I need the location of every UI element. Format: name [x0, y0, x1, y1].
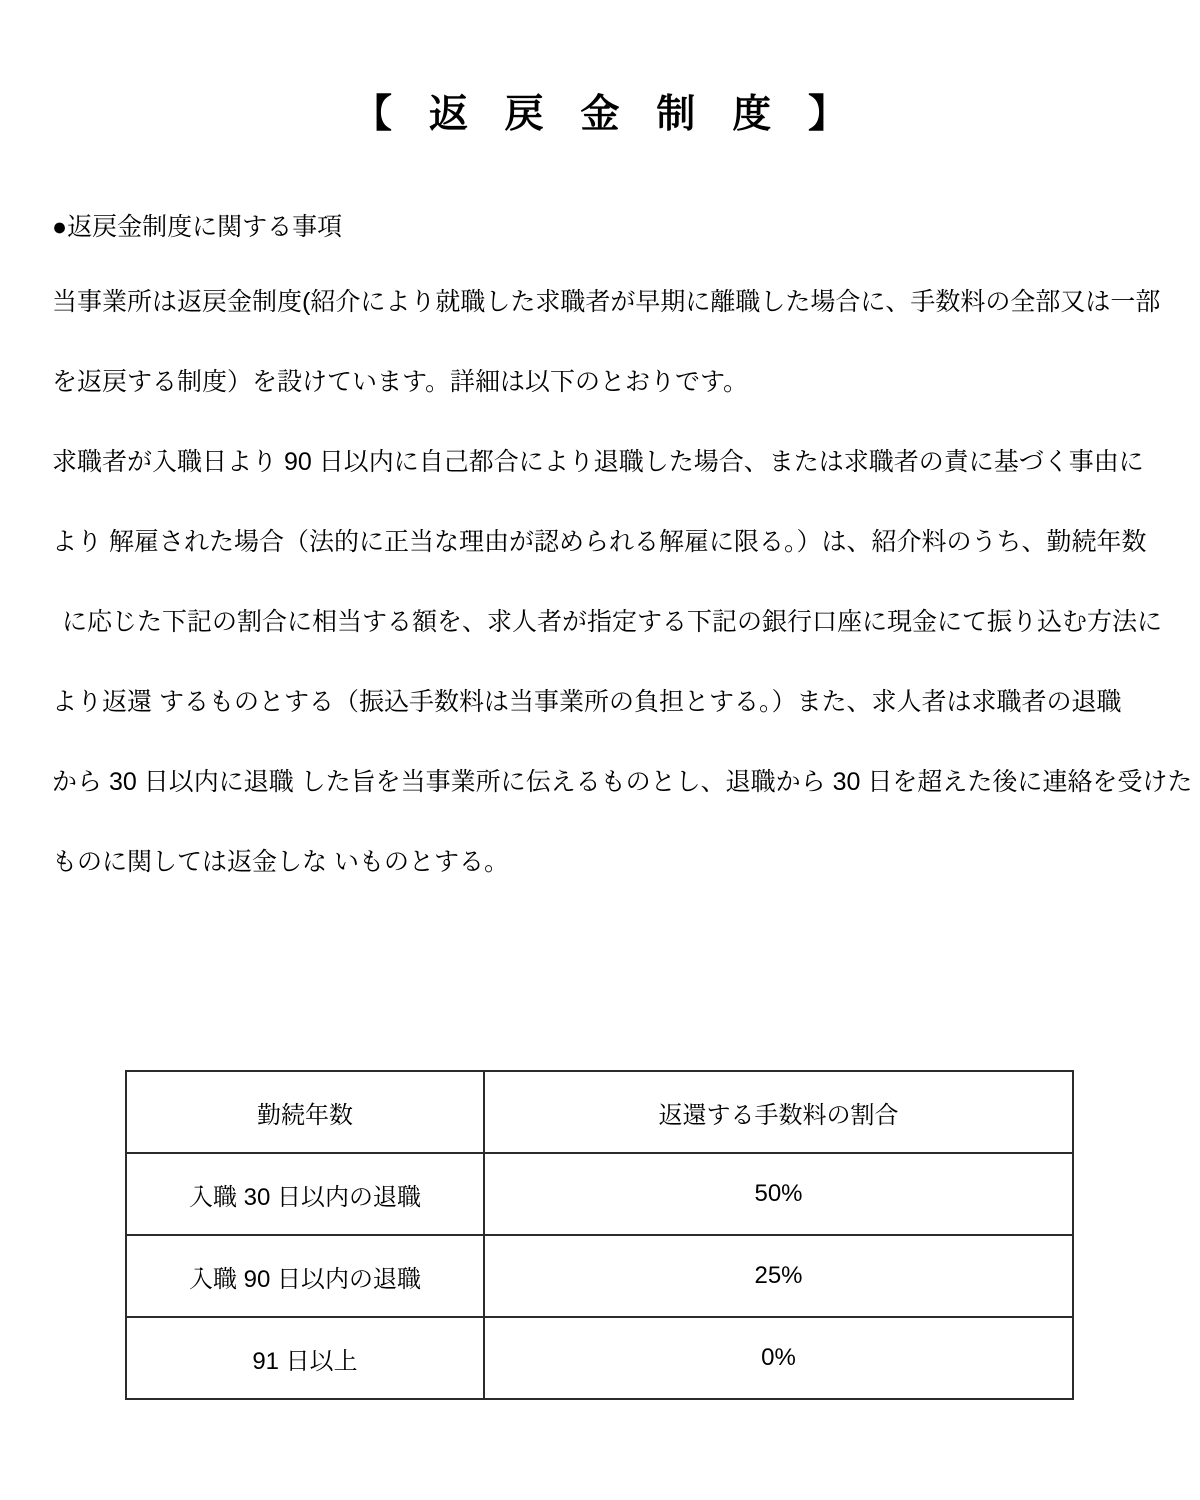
cell-tenure: 入職 90 日以内の退職	[126, 1235, 484, 1317]
cell-refund-rate: 50%	[484, 1153, 1073, 1235]
section-heading: ●返戻金制度に関する事項	[52, 213, 343, 241]
policy-paragraph	[52, 262, 1193, 902]
cell-tenure: 91 日以上	[126, 1317, 484, 1399]
page-title: 【 返 戻 金 制 度 】	[352, 93, 860, 137]
paragraph-line: 求職者が入職日より 90 日以内に自己都合により退職した場合、または求職者の責に基づく事由に	[52, 448, 1144, 476]
table-row	[126, 1235, 1073, 1317]
cell-tenure: 入職 30 日以内の退職	[126, 1153, 484, 1235]
paragraph-line: より 解雇された場合（法的に正当な理由が認められる解雇に限る。）は、紹介料のうち、勤続年数	[52, 528, 1147, 556]
paragraph-line: より返還 するものとする（振込手数料は当事業所の負担とする。）また、求人者は求職者の退職	[52, 688, 1122, 716]
column-header-tenure: 勤続年数	[126, 1071, 484, 1153]
paragraph-line: 当事業所は返戻金制度(紹介により就職した求職者が早期に離職した場合に、手数料の全部又は一部	[52, 288, 1161, 316]
refund-rate-table	[125, 1070, 1074, 1400]
document-body	[52, 213, 1193, 902]
cell-refund-rate: 0%	[484, 1317, 1073, 1399]
cell-refund-rate: 25%	[484, 1235, 1073, 1317]
paragraph-line: を返戻する制度）を設けています。詳細は以下のとおりです。	[52, 368, 749, 396]
table-header-row	[126, 1071, 1073, 1153]
column-header-refund-rate: 返還する手数料の割合	[484, 1071, 1073, 1153]
paragraph-line: から 30 日以内に退職 した旨を当事業所に伝えるものとし、退職から 30 日を超えた後に連絡を受けた	[52, 768, 1193, 796]
paragraph-line: ものに関しては返金しな いものとする。	[52, 848, 509, 876]
refund-rate-table-container	[125, 1070, 1072, 1400]
paragraph-line: に応じた下記の割合に相当する額を、求人者が指定する下記の銀行口座に現金にて振り込む方法に	[62, 608, 1163, 636]
table-row	[126, 1317, 1073, 1399]
table-row	[126, 1153, 1073, 1235]
